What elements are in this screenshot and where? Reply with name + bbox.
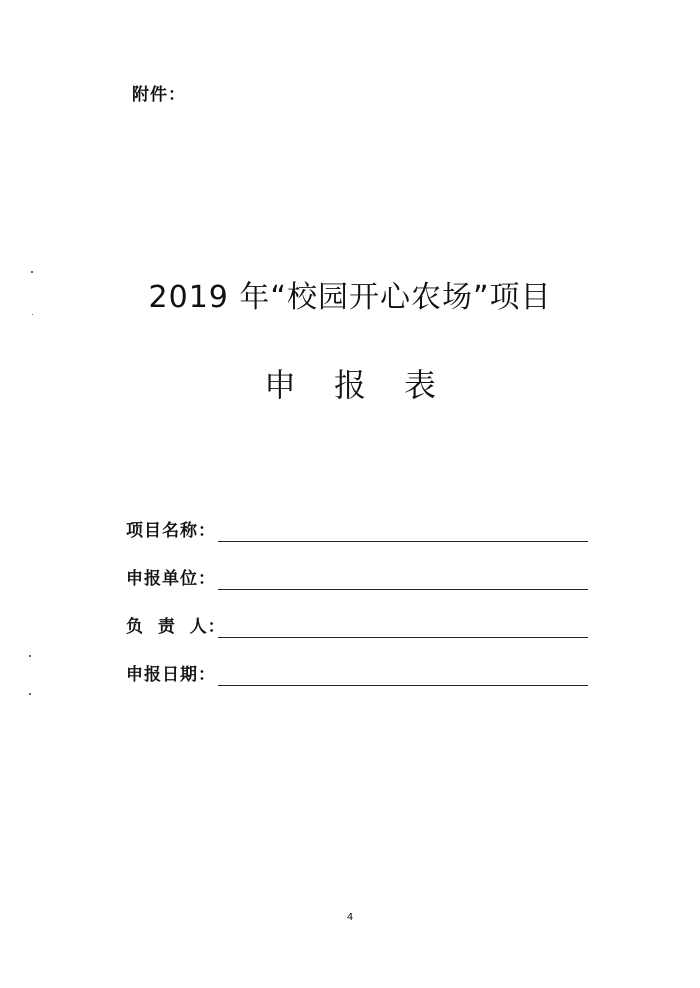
document-title: 2019 年“校园开心农场”项目 [148,280,552,315]
page-number: 4 [346,912,354,923]
field-label: 申报日期： [126,665,216,685]
field-label: 项目名称： [126,521,216,541]
applicant-unit-line[interactable] [218,569,588,590]
document-subtitle: 申报表 [263,366,474,404]
field-label: 负 责 人： [126,617,226,637]
scan-speck [32,314,33,315]
person-in-charge-line[interactable] [218,617,588,638]
project-name-line[interactable] [218,521,588,542]
field-label: 申报单位： [126,569,216,589]
scan-speck [31,271,33,273]
field-application-date [126,658,588,686]
field-person-in-charge [126,610,588,638]
scan-speck [29,693,31,695]
field-applicant-unit [126,562,588,590]
attachment-label: 附件： [132,85,186,105]
application-date-line[interactable] [218,665,588,686]
scan-speck [29,655,31,657]
field-project-name [126,514,588,542]
